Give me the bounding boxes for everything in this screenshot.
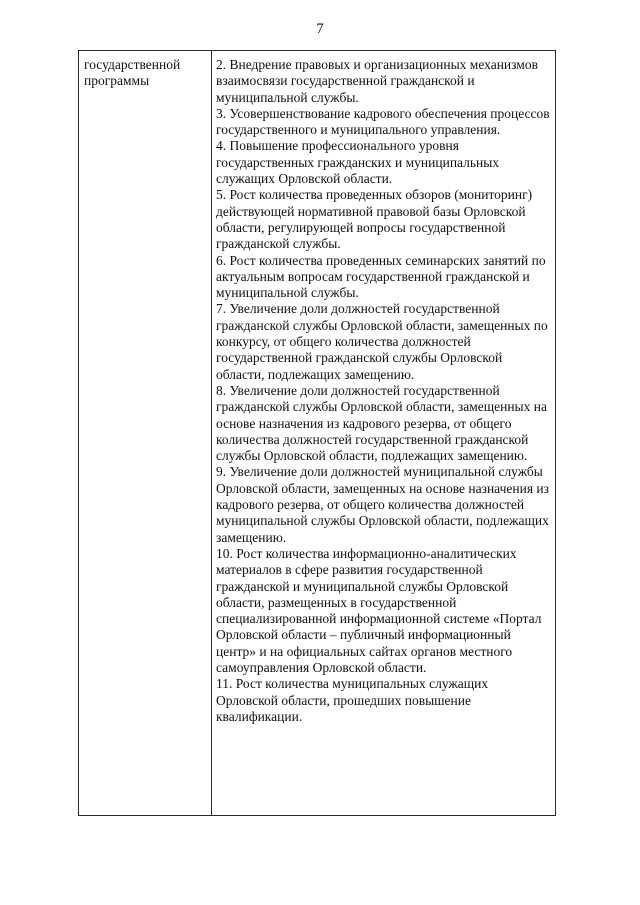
table-left-cell: государственной программы — [79, 51, 212, 815]
table-item-3: 3. Усовершенствование кадрового обеспечения процессов государственного и муниципального управления. — [216, 105, 550, 138]
page-number: 7 — [316, 21, 324, 37]
table-item-9: 9. Увеличение доли должностей муниципальной службы Орловской области, замещенных на основе назначения из кадрового резерва, от общего количества должностей муниципальной службы Орловской области, подлежащих замещению. — [216, 464, 549, 545]
table-item-8: 8. Увеличение доли должностей государственной гражданской службы Орловской области, замещенных на основе назначения из кадрового резерва, от общего количества должностей государственной гражданской службы Орловской области, подлежащих замещению. — [216, 382, 547, 464]
table-item-6: 6. Рост количества проведенных семинарских занятий по актуальным вопросам государственной гражданской и муниципальной службы. — [216, 252, 546, 301]
table-item-10: 10. Рост количества информационно-аналитических материалов в сфере развития государственной гражданской и муниципальной службы Орловской области, размещенных в государственной специализированной информационной системе «Портал Орловской области – публичный информационный центр» и на официальных сайтах органов местного самоуправления Орловской области. — [216, 545, 542, 675]
table-item-5: 5. Рост количества проведенных обзоров (мониторинг) действующей нормативной правовой базы Орловской области, регулирующей вопросы государственной гражданской службы. — [216, 187, 533, 252]
document-table — [78, 50, 556, 816]
table-item-2: 2. Внедрение правовых и организационных механизмов взаимосвязи государственной гражданской и муниципальной службы. — [216, 57, 538, 105]
table-item-7: 7. Увеличение доли должностей государственной гражданской службы Орловской области, замещенных по конкурсу, от общего количества должностей государственной гражданской службы Орловской области, подлежащих замещению. — [216, 301, 548, 382]
table-item-4: 4. Повышение профессионального уровня государственных гражданских и муниципальных служащих Орловской области. — [216, 138, 500, 187]
table-item-11: 11. Рост количества муниципальных служащих Орловской области, прошедших повышение квалификации. — [216, 676, 489, 724]
table-right-cell — [212, 51, 555, 815]
